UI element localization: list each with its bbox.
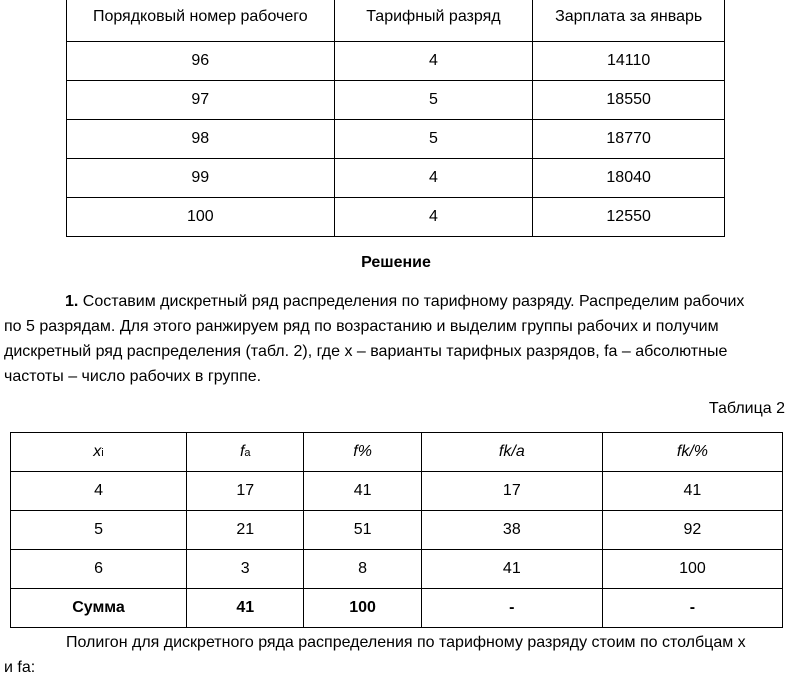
paragraph-line: по 5 разрядам. Для этого ранжируем ряд по возрастанию и выделим группы рабочих и получим <box>4 318 719 335</box>
table-header-row <box>11 433 783 472</box>
table-row <box>67 42 725 81</box>
total-label: Сумма <box>11 589 187 628</box>
solution-heading: Решение <box>361 254 431 271</box>
table-cell: 18770 <box>533 120 725 159</box>
header-cell: f% <box>304 433 421 472</box>
paragraph-polygon <box>4 630 788 680</box>
header-cell: fk/% <box>602 433 782 472</box>
table-cell: 3 <box>187 550 304 589</box>
header-cell: fk/a <box>421 433 602 472</box>
table-cell: 41 <box>421 550 602 589</box>
header-cell: Порядковый номер рабочего <box>67 0 335 42</box>
table-cell: 41 <box>187 589 304 628</box>
header-cell: xi <box>11 433 187 472</box>
table-caption: Таблица 2 <box>708 400 785 417</box>
table-row <box>67 198 725 237</box>
table-cell: 92 <box>602 511 782 550</box>
header-cell: fa <box>187 433 304 472</box>
table-cell: 17 <box>187 472 304 511</box>
table-cell: 96 <box>67 42 335 81</box>
header-cell: Тарифный разряд <box>334 0 533 42</box>
table-cell: 100 <box>304 589 421 628</box>
paragraph-text: Составим дискретный ряд распределения по тарифному разряду. Распределим рабочих <box>78 293 745 310</box>
table-cell: 5 <box>334 120 533 159</box>
table-cell: 14110 <box>533 42 725 81</box>
table-cell: - <box>421 589 602 628</box>
table-row <box>11 472 783 511</box>
paragraph-line <box>4 289 788 314</box>
table-cell: 41 <box>602 472 782 511</box>
table-row <box>67 120 725 159</box>
table-cell: 21 <box>187 511 304 550</box>
table-cell: 4 <box>334 198 533 237</box>
table-cell: 98 <box>67 120 335 159</box>
table-cell: 17 <box>421 472 602 511</box>
table-header-row <box>67 0 725 42</box>
table-cell: 18040 <box>533 159 725 198</box>
table-row <box>67 159 725 198</box>
table-cell: - <box>602 589 782 628</box>
table-cell: 51 <box>304 511 421 550</box>
table-row <box>11 550 783 589</box>
table-row <box>11 511 783 550</box>
table-cell: 8 <box>304 550 421 589</box>
table-cell: 4 <box>11 472 187 511</box>
paragraph-line: частоты – число рабочих в группе. <box>4 368 262 385</box>
table-cell: 100 <box>602 550 782 589</box>
header-cell: Зарплата за январь <box>533 0 725 42</box>
paragraph-line: и fa: <box>4 659 36 676</box>
table-cell: 41 <box>304 472 421 511</box>
table-cell: 12550 <box>533 198 725 237</box>
table-cell: 4 <box>334 42 533 81</box>
table-cell: 4 <box>334 159 533 198</box>
paragraph-line: Полигон для дискретного ряда распределения по тарифному разряду стоим по столбцам x <box>66 634 746 651</box>
table-cell: 5 <box>11 511 187 550</box>
workers-table <box>66 0 725 237</box>
table-total-row <box>11 589 783 628</box>
table-cell: 38 <box>421 511 602 550</box>
step-number: 1. <box>65 293 79 310</box>
paragraph-step-1 <box>4 289 788 389</box>
table-cell: 18550 <box>533 81 725 120</box>
table-cell: 5 <box>334 81 533 120</box>
paragraph-line: дискретный ряд распределения (табл. 2), где x – варианты тарифных разрядов, fa – абсолютные <box>4 343 728 360</box>
table-cell: 6 <box>11 550 187 589</box>
table-cell: 100 <box>67 198 335 237</box>
table-cell: 97 <box>67 81 335 120</box>
table-cell: 99 <box>67 159 335 198</box>
distribution-table <box>10 432 783 628</box>
table-row <box>67 81 725 120</box>
